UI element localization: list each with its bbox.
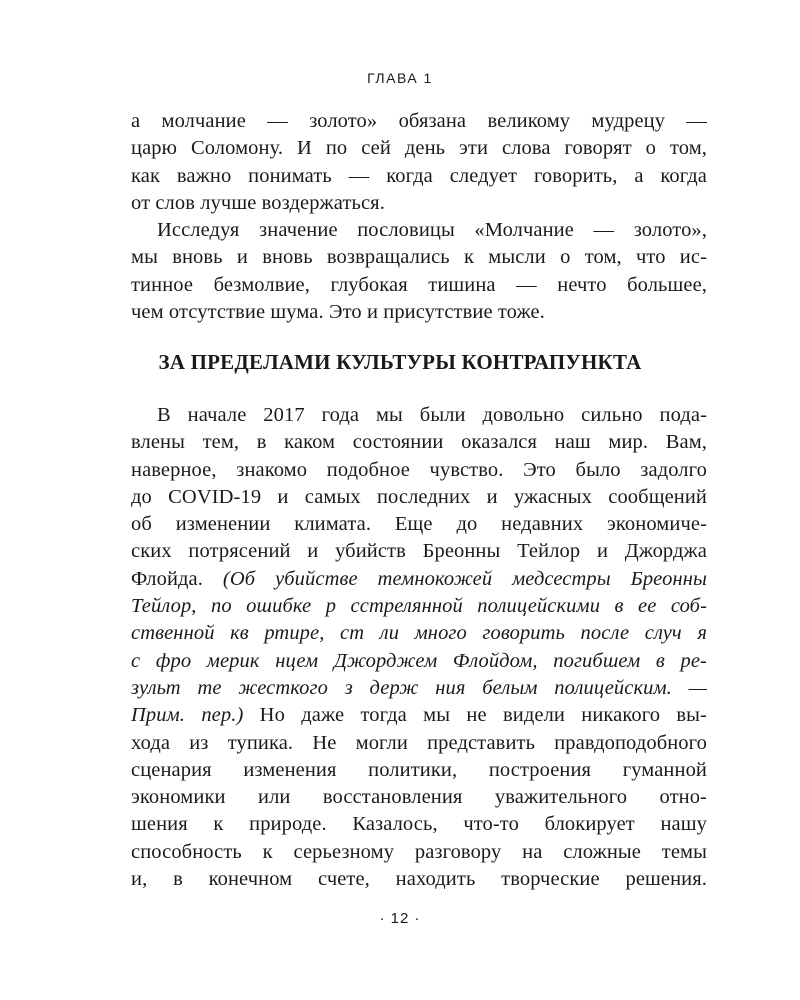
text-fragment: Но даже тогда мы не видели никакого вы- (243, 704, 707, 727)
translator-note: (Об убийстве темнокожей медсестры Бреонны (222, 567, 707, 590)
text-line: об изменении климата. Еще до недавних экономиче- (131, 513, 707, 536)
text-line: шения к природе. Казалось, что-то блокирует нашу (131, 813, 707, 836)
text-line: до COVID-19 и самых последних и ужасных сообщений (131, 485, 707, 508)
text-line: а молчание — золото» обязана великому мудрецу — (131, 110, 707, 132)
text-line: влены тем, в каком состоянии оказался наш мир. Вам, (131, 431, 707, 454)
text-line: как важно понимать — когда следует говорить, а когда (131, 164, 707, 187)
text-line: сценария изменения политики, построения гуманной (131, 758, 707, 781)
text-line: ских потрясений и убийств Бреонны Тейлор и Джорджа (131, 540, 707, 563)
translator-note-line: с фро мерик нцем Джорджем Флойдом, погибшем в ре- (131, 649, 707, 672)
translator-note-line: Тейлор, по ошибке р сстрелянной полицейскими в ее соб- (131, 595, 707, 618)
text-line: царю Соломону. И по сей день эти слова говорят о том, (131, 137, 707, 160)
text-line: экономики или восстановления уважительного отно- (131, 786, 707, 809)
text-line: мы вновь и вновь возвращались к мысли о том, что ис- (131, 246, 707, 269)
text-fragment: Флойда. (131, 567, 223, 590)
translator-note-line: зульт те жесткого з держ ния белым полицейским. — (131, 676, 707, 699)
text-line: способность к серьезному разговору на сложные темы (131, 840, 707, 863)
body-text-top (131, 108, 707, 326)
text-line: Исследуя значение пословицы «Молчание — золото», (157, 219, 707, 242)
text-line: от слов лучше воздержаться. (131, 191, 385, 214)
page-number: · 12 · (379, 910, 421, 927)
body-text-main (131, 402, 707, 893)
text-line (131, 566, 707, 593)
text-line (131, 702, 707, 729)
text-line: чем отсутствие шума. Это и присутствие тоже. (131, 301, 545, 324)
running-head: ГЛАВА 1 (367, 70, 433, 86)
text-line: хода из тупика. Не могли представить правдоподобного (131, 731, 707, 754)
text-line: наверное, знакомо подобное чувство. Это было задолго (131, 458, 707, 481)
section-heading: ЗА ПРЕДЕЛАМИ КУЛЬТУРЫ КОНТРАПУНКТА (158, 350, 642, 374)
translator-note-line: ственной кв ртире, ст ли много говорить после случ я (131, 622, 707, 645)
text-line: и, в конечном счете, находить творческие решения. (131, 868, 707, 891)
translator-note-end: Прим. пер.) (131, 704, 244, 727)
text-line: тинное безмолвие, глубокая тишина — нечто большее, (131, 273, 707, 296)
text-line: В начале 2017 года мы были довольно сильно пода- (157, 404, 707, 426)
